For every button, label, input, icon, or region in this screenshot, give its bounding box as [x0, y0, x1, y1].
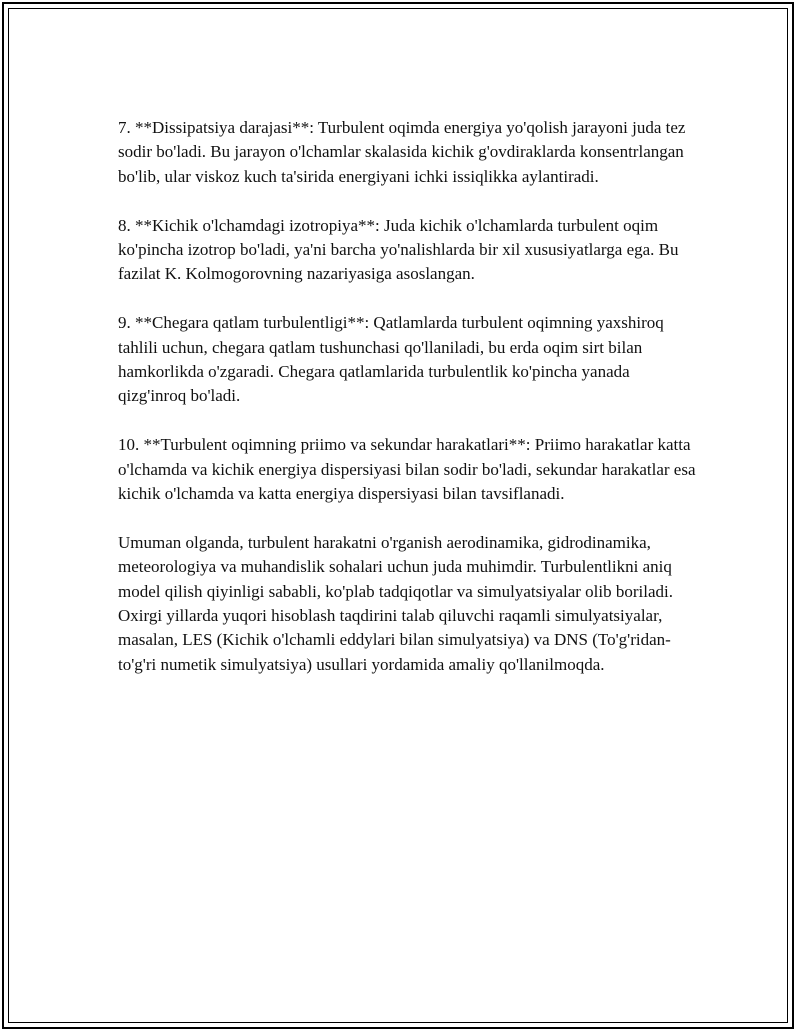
paragraph-conclusion: Umuman olganda, turbulent harakatni o'rganish aerodinamika, gidrodinamika, meteorologiya va muhandislik sohalari uchun juda muhimdir. Turbulentlikni aniq model qilish qiyinligi sababli, ko'plab tadqiqotlar va simulyatsiyalar olib boriladi. Oxirgi yillarda yuqori hisoblash taqdirini talab qiluvchi raqamli simulyatsiyalar, masalan, LES (Kichik o'lchamli eddylari bilan simulyatsiya) va DNS (To'g'ridan-to'g'ri numetik simulyatsiya) usullari yordamida amaliy qo'llanilmoqda.	[118, 532, 674, 674]
paragraph-boundary-layer-turbulence: 9. **Chegara qatlam turbulentligi**: Qatlamlarda turbulent oqimning yaxshiroq tahlili uchun, chegara qatlam tushunchasi qo'llaniladi, bu erda oqim sirt bilan hamkorlikda o'zgaradi. Chegara qatlamlarida turbulentlik ko'pincha yanada qizg'inroq bo'ladi.	[118, 313, 664, 406]
document-body	[118, 116, 702, 702]
paragraph-dissipation-rate: 7. **Dissipatsiya darajasi**: Turbulent oqimda energiya yo'qolish jarayoni juda tez sodir bo'ladi. Bu jarayon o'lchamlar skalasida kichik g'ovdiraklarda konsentrlangan bo'lib, ular viskoz kuch ta'sirida energiyani ichki issiqlikka aylantiradi.	[118, 118, 686, 186]
paragraph-small-scale-isotropy: 8. **Kichik o'lchamdagi izotropiya**: Juda kichik o'lchamlarda turbulent oqim ko'pincha izotrop bo'ladi, ya'ni barcha yo'nalishlarda bir xil xususiyatlarga ega. Bu fazilat K. Kolmogorovning nazariyasiga asoslangan.	[118, 215, 679, 284]
paragraph-primary-secondary-motions: 10. **Turbulent oqimning priimo va sekundar harakatlari**: Priimo harakatlar katta o'lchamda va kichik energiya dispersiyasi bilan sodir bo'ladi, sekundar harakatlar esa kichik o'lchamda va katta energiya dispersiyasi bilan tavsiflanadi.	[118, 435, 696, 504]
